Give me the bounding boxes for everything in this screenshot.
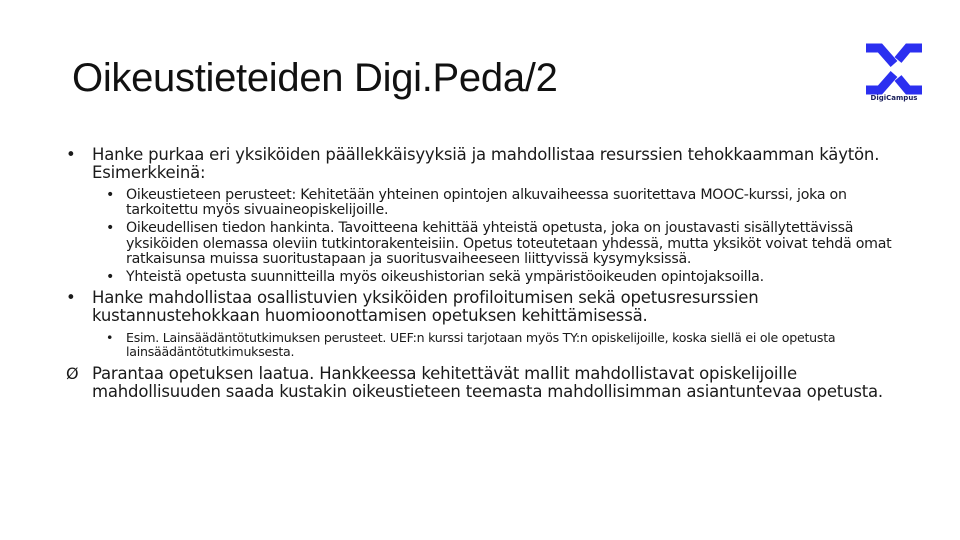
sub-bullet-1-3: • Yhteistä opetusta suunnitteilla myös oikeushistorian sekä ympäristöoikeuden opintojaksoilla. (104, 270, 896, 285)
sub-bullet-2-1: • Esim. Lainsäädäntötutkimuksen perusteet. UEF:n kurssi tarjotaan myös TY:n opiskelijoille, koska siellä ei ole opetusta lainsäädäntötutkimuksesta. (104, 331, 896, 359)
slide-content (66, 146, 896, 401)
bullet-2-sublist (104, 331, 896, 359)
bullet-2: • Hanke mahdollistaa osallistuvien yksiköiden profiloitumisen sekä opetusresurssien kustannustehokkaan huomioonottamisen opetuksen kehittämisessä. (66, 289, 896, 325)
arrow-bullet-marker: Ø (66, 364, 79, 384)
sub-bullet-1-2: • Oikeudellisen tiedon hankinta. Tavoitteena kehittää yhteistä opetusta, joka on joustavasti sisällytettävissä yksiköiden olemassa oleviin tutkintorakenteisiin. Opetus toteutetaan yhdessä, mutta yksiköt voivat tehdä omat ratkaisunsa muissa suoritustapaan ja suoritusvaiheeseen liittyvissä kysymyksissä. (104, 221, 896, 267)
arrow-bullet (66, 365, 896, 401)
bullet-1: • Hanke purkaa eri yksiköiden päällekkäisyyksiä ja mahdollistaa resurssien tehokkaamman käytön. Esimerkkeinä: (66, 146, 896, 182)
slide-title: Oikeustieteiden Digi.Peda/2 (72, 56, 558, 100)
bullet-1-sublist (104, 188, 896, 285)
arrow-bullet-text: Parantaa opetuksen laatua. Hankkeessa kehitettävät mallit mahdollistavat opiskelijoille mahdollisuuden saada kustakin oikeustieteen teemasta mahdollisimman asiantuntevaa opetusta. (92, 364, 883, 402)
logo-text: DigiCampus (870, 94, 918, 102)
sub-bullet-1-1: • Oikeustieteen perusteet: Kehitetään yhteinen opintojen alkuvaiheessa suoritettava MOOC-kurssi, joka on tarkoitettu myös sivuaineopiskelijoille. (104, 188, 896, 218)
